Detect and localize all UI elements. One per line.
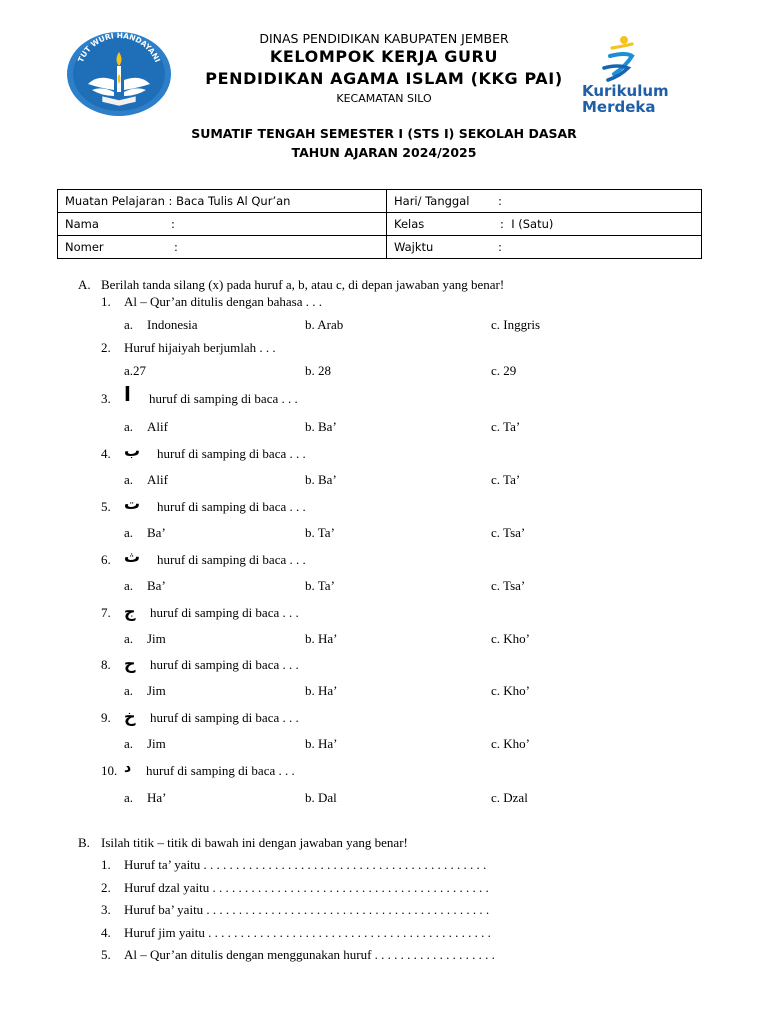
fill-item-number: 2. bbox=[101, 880, 111, 895]
option-b[interactable]: b. 28 bbox=[305, 363, 331, 378]
arabic-letter-ba: ب bbox=[124, 441, 141, 460]
option-b[interactable]: b. Ta’ bbox=[305, 525, 335, 540]
section-a-instruction: Berilah tanda silang (x) pada huruf a, b, atau c, di depan jawaban yang benar! bbox=[101, 277, 505, 292]
option-c[interactable]: c. Kho’ bbox=[491, 736, 530, 751]
day-label: Hari/ Tanggal bbox=[394, 194, 470, 208]
time-colon: : bbox=[498, 240, 502, 254]
class-value: I (Satu) bbox=[511, 217, 554, 231]
group-name-line1: KELOMPOK KERJA GURU bbox=[269, 47, 499, 66]
option-b[interactable]: b. Ba’ bbox=[305, 472, 337, 487]
question-text: huruf di samping di baca . . . bbox=[150, 657, 299, 672]
option-a[interactable]: a.27 bbox=[124, 363, 147, 378]
option-a-label: a. bbox=[124, 683, 134, 698]
logo-motto: TUT WURI HANDAYANI bbox=[75, 30, 163, 64]
question-text: huruf di samping di baca . . . bbox=[146, 763, 295, 778]
info-row bbox=[58, 190, 702, 213]
logo-word-kurikulum: Kurikulum bbox=[582, 82, 669, 100]
option-a[interactable]: Jim bbox=[147, 631, 166, 646]
option-c[interactable]: c. Kho’ bbox=[491, 631, 530, 646]
fill-item-text[interactable]: Huruf jim yaitu . . . . . . . . . . . . . . . . . . . . . . . . . . . . . . . . . . . . . . . . . . . . bbox=[124, 925, 491, 940]
option-c[interactable]: c. Ta’ bbox=[491, 419, 521, 434]
option-c[interactable]: c. Ta’ bbox=[491, 472, 521, 487]
section-a-marker: A. bbox=[78, 277, 91, 292]
option-a-label: a. bbox=[124, 631, 134, 646]
info-row bbox=[58, 236, 702, 259]
day-colon: : bbox=[498, 194, 502, 208]
class-colon: : bbox=[500, 217, 504, 231]
option-a[interactable]: Jim bbox=[147, 683, 166, 698]
question-number: 4. bbox=[101, 446, 111, 461]
fill-item-number: 5. bbox=[101, 947, 111, 962]
question-number: 8. bbox=[101, 657, 111, 672]
name-label: Nama bbox=[65, 217, 99, 231]
option-b[interactable]: b. Ha’ bbox=[305, 631, 338, 646]
option-a-label: a. bbox=[124, 472, 134, 487]
fill-item-number: 4. bbox=[101, 925, 111, 940]
question-number: 1. bbox=[101, 294, 111, 309]
question-number: 9. bbox=[101, 710, 111, 725]
option-c[interactable]: c. 29 bbox=[491, 363, 517, 378]
class-cell bbox=[387, 213, 702, 236]
question-text: huruf di samping di baca . . . bbox=[149, 391, 298, 406]
info-row bbox=[58, 213, 702, 236]
option-b[interactable]: b. Ha’ bbox=[305, 683, 338, 698]
option-c[interactable]: c. Tsa’ bbox=[491, 525, 526, 540]
fill-item-text[interactable]: Huruf ba’ yaitu . . . . . . . . . . . . . . . . . . . . . . . . . . . . . . . . . . . . . . . . . . . . bbox=[124, 902, 490, 917]
question-text: huruf di samping di baca . . . bbox=[150, 605, 299, 620]
option-a[interactable]: Indonesia bbox=[147, 317, 198, 332]
question-number: 5. bbox=[101, 499, 111, 514]
option-a-label: a. bbox=[124, 317, 134, 332]
option-a-label: a. bbox=[124, 525, 134, 540]
arabic-letter-dal: د bbox=[124, 760, 132, 776]
question-number: 10. bbox=[101, 763, 118, 778]
arabic-letter-kho: خ bbox=[124, 707, 136, 726]
question-number: 2. bbox=[101, 340, 111, 355]
option-a-label: a. bbox=[124, 578, 134, 593]
student-info-table bbox=[57, 189, 702, 259]
number-label: Nomer bbox=[65, 240, 104, 254]
arabic-letter-ha: ح bbox=[124, 654, 136, 673]
arabic-letter-jim: ج bbox=[124, 602, 136, 621]
option-a[interactable]: Alif bbox=[147, 472, 168, 487]
section-b-marker: B. bbox=[78, 835, 90, 850]
time-label: Wajktu bbox=[394, 240, 434, 254]
arabic-letter-ta: ت bbox=[124, 494, 141, 513]
option-a[interactable]: Ba’ bbox=[147, 525, 166, 540]
number-colon: : bbox=[174, 240, 178, 254]
number-cell[interactable] bbox=[58, 236, 387, 259]
option-b[interactable]: b. Dal bbox=[305, 790, 337, 805]
option-a[interactable]: Ha’ bbox=[147, 790, 167, 805]
question-text: huruf di samping di baca . . . bbox=[157, 552, 306, 567]
option-a-label: a. bbox=[124, 790, 134, 805]
option-a[interactable]: Ba’ bbox=[147, 578, 166, 593]
option-a-label: a. bbox=[124, 736, 134, 751]
option-b[interactable]: b. Ba’ bbox=[305, 419, 337, 434]
question-number: 6. bbox=[101, 552, 111, 567]
option-a[interactable]: Alif bbox=[147, 419, 168, 434]
exam-title: SUMATIF TENGAH SEMESTER I (STS I) SEKOLAH DASAR bbox=[191, 126, 577, 141]
day-cell[interactable] bbox=[387, 190, 702, 213]
question-text: Huruf hijaiyah berjumlah . . . bbox=[124, 340, 276, 355]
name-colon: : bbox=[171, 217, 175, 231]
question-number: 7. bbox=[101, 605, 111, 620]
school-year: TAHUN AJARAN 2024/2025 bbox=[291, 145, 477, 160]
question-text: huruf di samping di baca . . . bbox=[157, 499, 306, 514]
name-cell[interactable] bbox=[58, 213, 387, 236]
group-name-line2: PENDIDIKAN AGAMA ISLAM (KKG PAI) bbox=[205, 69, 563, 88]
option-b[interactable]: b. Ha’ bbox=[305, 736, 338, 751]
question-text: Al – Qur’an ditulis dengan bahasa . . . bbox=[124, 294, 322, 309]
fill-item-text[interactable]: Huruf dzal yaitu . . . . . . . . . . . . . . . . . . . . . . . . . . . . . . . . . . . . . . . . . . . bbox=[124, 880, 489, 895]
fill-item-text[interactable]: Huruf ta’ yaitu . . . . . . . . . . . . . . . . . . . . . . . . . . . . . . . . . . . . . . . . . . . . bbox=[124, 857, 487, 872]
option-c[interactable]: c. Inggris bbox=[491, 317, 541, 332]
question-text: huruf di samping di baca . . . bbox=[157, 446, 306, 461]
fill-item-number: 1. bbox=[101, 857, 111, 872]
section-b-instruction: Isilah titik – titik di bawah ini dengan jawaban yang benar! bbox=[101, 835, 408, 850]
option-b[interactable]: b. Ta’ bbox=[305, 578, 335, 593]
fill-item-text[interactable]: Al – Qur’an ditulis dengan menggunakan huruf . . . . . . . . . . . . . . . . . . . bbox=[124, 947, 495, 962]
district-name: KECAMATAN SILO bbox=[336, 92, 432, 105]
arabic-letter-alif: ا bbox=[124, 382, 131, 406]
subject-cell bbox=[58, 190, 387, 213]
question-number: 3. bbox=[101, 391, 111, 406]
question-text: huruf di samping di baca . . . bbox=[150, 710, 299, 725]
arabic-letter-tsa: ث bbox=[124, 547, 141, 566]
subject-label: Muatan Pelajaran : Baca Tulis Al Qur’an bbox=[65, 194, 291, 208]
option-c[interactable]: c. Tsa’ bbox=[491, 578, 526, 593]
option-a[interactable]: Jim bbox=[147, 736, 166, 751]
option-c[interactable]: c. Dzal bbox=[491, 790, 528, 805]
option-b[interactable]: b. Arab bbox=[305, 317, 344, 332]
logo-word-merdeka: Merdeka bbox=[582, 98, 656, 116]
time-cell[interactable] bbox=[387, 236, 702, 259]
fill-item-number: 3. bbox=[101, 902, 111, 917]
option-a-label: a. bbox=[124, 419, 134, 434]
agency-name: DINAS PENDIDIKAN KABUPATEN JEMBER bbox=[259, 31, 509, 46]
option-c[interactable]: c. Kho’ bbox=[491, 683, 530, 698]
class-label: Kelas bbox=[394, 217, 425, 231]
